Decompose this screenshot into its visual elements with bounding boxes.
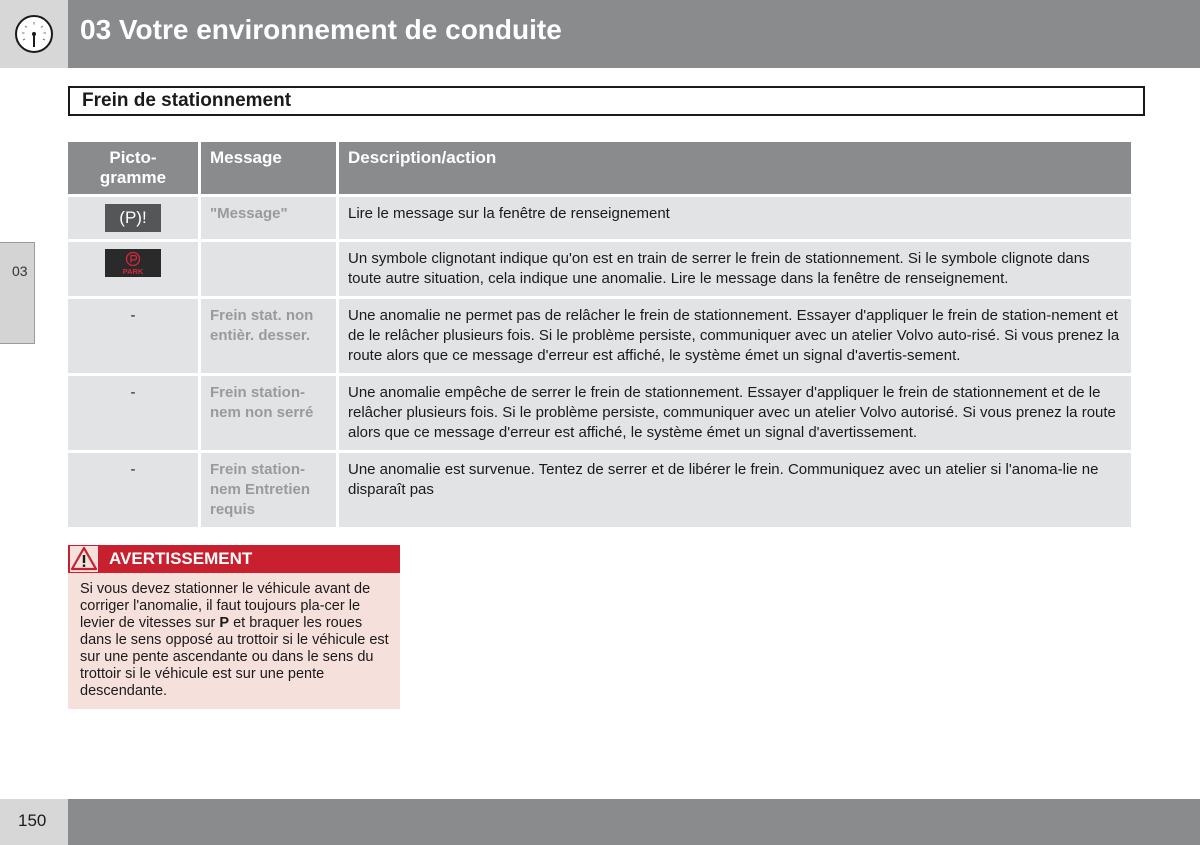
table-row: [68, 453, 1131, 530]
warning-box: [68, 545, 400, 709]
pictogram-cell: -: [68, 299, 201, 376]
table-row: [68, 299, 1131, 376]
description-cell: Lire le message sur la fenêtre de renseignement: [339, 197, 1131, 242]
header-message: Message: [201, 142, 339, 197]
message-cell: Frein station-nem non serré: [201, 376, 339, 453]
message-cell: Frein station-nem Entretien requis: [201, 453, 339, 530]
parking-brake-icon: [105, 249, 161, 277]
warning-text: [80, 581, 394, 700]
header-icon-box: [0, 0, 68, 68]
page-number: 150: [18, 811, 47, 830]
chapter-tab-label: 03: [12, 263, 28, 279]
table-row: [68, 242, 1131, 299]
message-cell: [201, 242, 339, 299]
table-row: [68, 376, 1131, 453]
table-row: [68, 197, 1131, 242]
description-cell: Un symbole clignotant indique qu'on est en train de serrer le frein de stationnement. Si le symbole clignote dans toute autre situation, cela indique une anomalie. Lire le message dans la fenêtre de renseignement.: [339, 242, 1131, 299]
warning-triangle-icon: [70, 546, 98, 572]
warning-header: [68, 545, 400, 573]
warning-title: AVERTISSEMENT: [109, 549, 253, 568]
speedometer-icon: [14, 14, 54, 54]
message-cell: "Message": [201, 197, 339, 242]
page-title: 03 Votre environnement de conduite: [80, 14, 562, 45]
header-description: Description/action: [339, 142, 1131, 197]
pictogram-cell: -: [68, 453, 201, 530]
pictogram-cell: -: [68, 376, 201, 453]
description-cell: Une anomalie est survenue. Tentez de serrer et de libérer le frein. Communiquez avec un atelier si l'anoma-lie ne disparaît pas: [339, 453, 1131, 530]
footer-bar: [68, 799, 1200, 845]
parking-warning-icon: (P)!: [105, 204, 161, 232]
table-header-row: [68, 142, 1131, 197]
park-label: PARK: [122, 267, 144, 276]
chapter-tab: [0, 242, 35, 344]
section-title: Frein de stationnement: [68, 86, 1145, 116]
header-pictogramme: Picto- gramme: [68, 142, 201, 197]
message-table: [68, 142, 1131, 530]
pictogram-cell: [68, 197, 201, 242]
warning-text-part: Si vous devez stationner le véhicule avant de corriger l'anomalie, il faut toujours pla-cer le levier de vitesses sur: [80, 581, 371, 631]
description-cell: Une anomalie empêche de serrer le frein de stationnement. Essayer d'appliquer le frein de stationnement et de le relâcher plusieurs fois. Si le problème persiste, communiquer avec un atelier Volvo autorisé. Si vous prenez la route alors que ce message d'erreur est affiché, le système émet un signal d'avertissement.: [339, 376, 1131, 453]
page-number-box: [0, 799, 68, 845]
pictogram-cell: [68, 242, 201, 299]
message-cell: Frein stat. non entièr. desser.: [201, 299, 339, 376]
warning-text-part: et braquer les roues dans le sens opposé au trottoir si le véhicule est sur une pente ascendante ou dans le sens du trottoir si le véhicule est sur une pente descendante.: [80, 615, 389, 699]
gear-position-label: P: [219, 615, 230, 631]
description-cell: Une anomalie ne permet pas de relâcher le frein de stationnement. Essayer d'appliquer le frein de station-nement et de le relâcher plusieurs fois. Si le problème persiste, communiquer avec un atelier Volvo auto-risé. Si vous prenez la route alors que ce message d'erreur est affiché, le système émet un signal d'avertis-sement.: [339, 299, 1131, 376]
